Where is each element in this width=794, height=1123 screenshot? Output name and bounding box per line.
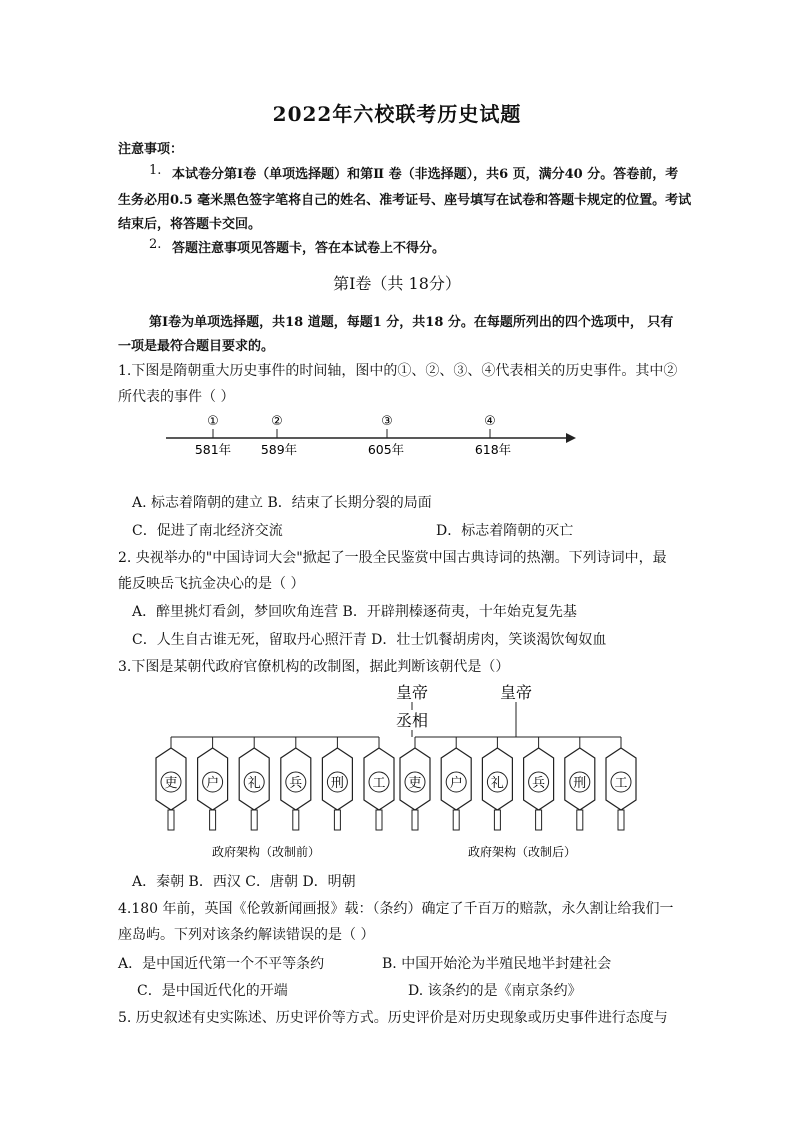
notice-item2-text: 答题注意事项见答题卡，答在本试卷上不得分。 [172,241,446,256]
before-emperor-label: 皇帝 [395,683,429,702]
section1-intro-line2: 一项是最符合题目要求的。 [118,339,275,354]
q2-stem-line1: 2. 央视举办的"中国诗词大会"掀起了一股全民鉴赏中国古典诗词的热潮。下列诗词中，最 [118,550,667,566]
q1-option-c: C．促进了南北经济交流 [132,523,283,539]
structure-after-reform [400,683,636,859]
q3-stem: 3.下图是某朝代政府官僚机构的改制图，据此判断该朝代是（） [118,659,510,675]
q4-option-a: A．是中国近代第一个不平等条约 [118,956,325,972]
q4-stem-line1: 4.180 年前，英国《伦敦新闻画报》载：（条约）确定了千百万的赔款，永久割让给我们一 [118,901,674,917]
before-ministry-label-5: 刑 [330,776,344,791]
timeline-arrowhead [566,433,576,443]
after-ministry-6 [606,737,636,830]
timeline-year-1: 581年 [194,442,232,457]
notice-item2-number: 2. [149,237,162,252]
notice-item1-line2: 生务必用0.5 毫米黑色签字笔将自己的姓名、准考证号、座号填写在试卷和答题卡规定的位置。考试 [118,193,692,208]
after-ministry-label-3: 礼 [490,776,504,791]
q3-government-diagram [140,678,660,868]
section1-intro-line1: 第Ⅰ卷为单项选择题，共18 道题，每题1 分，共18 分。在每题所列出的四个选项中， 只有 [149,315,674,330]
timeline-year-4: 618年 [474,442,512,457]
timeline-marker-1: ① [207,414,219,429]
after-ministry-3 [482,737,512,830]
q1-stem-line1: 1.下图是隋朝重大历史事件的时间轴，图中的①、②、③、④代表相关的历史事件。其中② [118,363,678,379]
after-ministry-1 [400,737,430,830]
q1-timeline [160,408,590,464]
timeline-event-4 [475,414,511,457]
page-title: 2022年六校联考历史试题 [272,102,522,126]
q2-option-c-d: C．人生自古谁无死，留取丹心照汗青 D．壮士饥餐胡虏肉，笑谈渴饮匈奴血 [132,632,607,648]
after-ministry-label-1: 吏 [408,776,422,791]
timeline-marker-3: ③ [381,414,393,429]
q4-option-c: C．是中国近代化的开端 [137,983,288,999]
timeline-event-2 [261,414,297,457]
q4-option-b: B. 中国开始沦为半殖民地半封建社会 [382,956,612,972]
before-chancellor-label: 丞相 [395,711,429,730]
after-ministry-label-5: 刑 [573,776,587,791]
after-ministry-2 [441,737,471,830]
q1-option-a-b: A. 标志着隋朝的建立 B．结束了长期分裂的局面 [132,495,432,511]
q4-option-d: D. 该条约的是《南京条约》 [408,983,582,999]
after-ministry-label-2: 户 [449,776,463,791]
notice-item1-number: 1. [149,163,162,178]
before-ministry-2 [198,737,228,830]
q2-stem-line2: 能反映岳飞抗金决心的是（ ） [118,576,305,592]
before-caption: 政府架构（改制前） [211,845,321,859]
q5-stem-line1: 5. 历史叙述有史实陈述、历史评价等方式。历史评价是对历史现象或历史事件进行态度与 [118,1010,668,1026]
before-ministry-3 [239,737,269,830]
after-caption: 政府架构（改制后） [467,845,577,859]
before-ministry-5 [322,737,352,830]
timeline-year-3: 605年 [367,442,405,457]
q1-stem-line2: 所代表的事件（ ） [118,389,235,405]
structure-before-reform [156,683,428,859]
timeline-year-2: 589年 [260,442,298,457]
section1-title: 第Ⅰ卷（共 18分） [333,274,461,293]
before-ministry-label-6: 工 [372,776,386,791]
before-ministry-label-1: 吏 [164,776,178,791]
timeline-marker-2: ② [271,414,283,429]
before-ministry-6 [364,737,394,830]
before-ministry-label-4: 兵 [289,776,303,791]
before-ministry-4 [281,737,311,830]
q4-stem-line2: 座岛屿。下列对该条约解读错误的是（ ） [118,927,375,943]
timeline-marker-4: ④ [484,414,496,429]
notice-item1-line3: 结束后，将答题卡交回。 [118,217,262,232]
notice-heading: 注意事项： [118,142,184,157]
after-ministry-label-4: 兵 [532,776,546,791]
q1-option-d: D．标志着隋朝的灭亡 [436,523,574,539]
timeline-event-3 [368,414,404,457]
q3-options: A．秦朝 B．西汉 C．唐朝 D．明朝 [132,874,356,890]
after-ministry-4 [524,737,554,830]
timeline-event-1 [195,414,231,457]
before-ministry-1 [156,737,186,830]
before-ministry-label-3: 礼 [247,776,261,791]
notice-item1-line1: 本试卷分第Ⅰ卷（单项选择题）和第Ⅱ 卷（非选择题），共6 页，满分40 分。答卷前，考 [172,167,679,182]
after-ministry-5 [565,737,595,830]
after-ministry-label-6: 工 [614,776,628,791]
after-emperor-label: 皇帝 [499,683,533,702]
q2-option-a-b: A．醉里挑灯看剑，梦回吹角连营 B．开辟荆榛逐荷夷，十年始克复先基 [132,604,577,620]
before-ministry-label-2: 户 [206,776,220,791]
